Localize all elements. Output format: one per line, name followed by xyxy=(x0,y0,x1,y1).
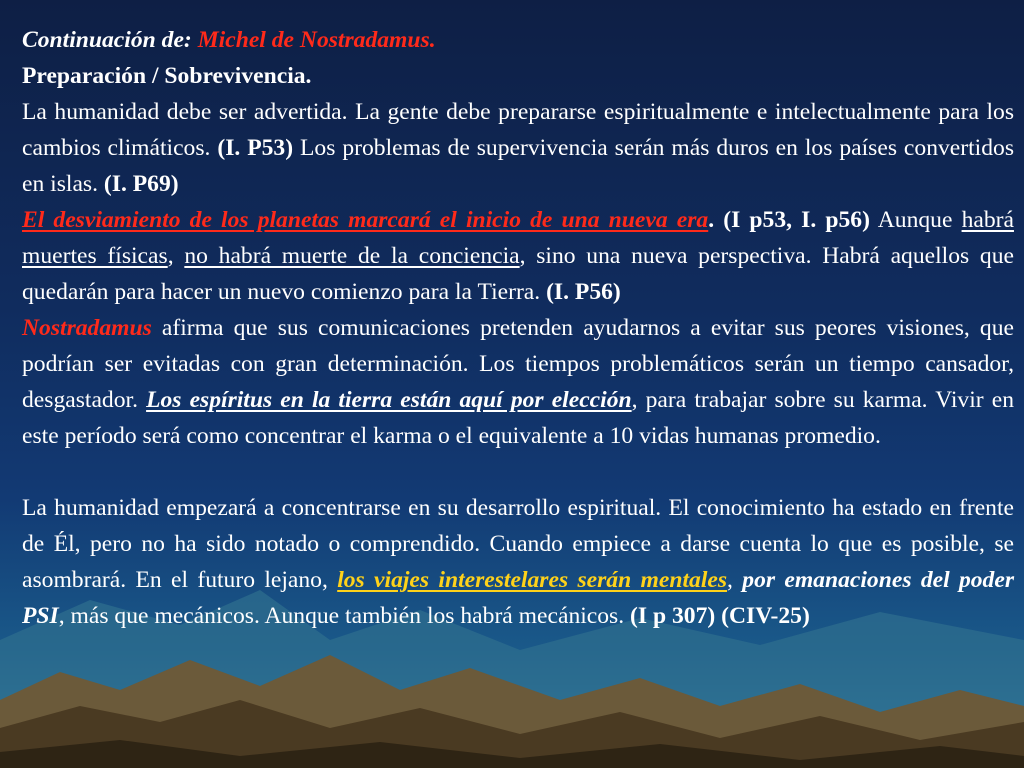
p2-highlight-red: El desviamiento de los planetas marcará el inicio de una nueva era xyxy=(22,207,709,233)
p1-text-2: Los problemas de supervivencia serán más duros en los países convertidos en islas. xyxy=(22,135,1014,197)
heading-label: Continuación de: xyxy=(22,27,192,53)
p2-underline-2: no habrá muerte de la conciencia xyxy=(184,243,520,269)
p3-highlight-underline: Los espíritus en la tierra están aquí por elección xyxy=(146,387,632,413)
p2-text-1: Aunque xyxy=(869,207,962,233)
p4-text-1: La humanidad empezará a concentrarse en su desarrollo espiritual. El conocimiento ha estado en frente de Él, pero no ha sido notado o comprendido. Cuando empiece a darse cuenta lo que es posible, se asombrará. En el futuro lejano, xyxy=(22,495,1014,593)
p2-reference-1: . (I p53, I. p56) xyxy=(708,207,870,233)
p2-reference-2: (I. P56) xyxy=(546,279,621,305)
section-title: Preparación / Sobrevivencia. xyxy=(22,63,312,89)
p4-highlight-yellow: los viajes interestelares serán mentales xyxy=(337,567,728,593)
p2-text-3: , sino una nueva perspectiva. Habrá aquellos que quedarán para hacer un nuevo comienzo para la Tierra. xyxy=(22,243,1014,305)
p4-reference: (I p 307) (CIV-25) xyxy=(630,603,810,629)
p3-text-2: , para trabajar sobre su karma. Vivir en este período será como concentrar el karma o el equivalente a 10 vidas humanas promedio. xyxy=(22,387,1014,449)
p4-text-2: , xyxy=(727,567,743,593)
p4-emphasis: por emanaciones del poder PSI xyxy=(22,567,1014,629)
paragraph-spacer xyxy=(22,454,1014,490)
heading-line xyxy=(22,22,1014,58)
paragraph-2 xyxy=(22,202,1014,310)
paragraph-4 xyxy=(22,490,1014,634)
slide-content xyxy=(22,22,1014,634)
paragraph-1 xyxy=(22,94,1014,202)
p1-text-1: La humanidad debe ser advertida. La gente debe prepararse espiritualmente e intelectualmente para los cambios climáticos. xyxy=(22,99,1014,161)
p3-name-nostradamus: Nostradamus xyxy=(22,315,152,341)
p1-reference-2: (I. P69) xyxy=(103,171,179,197)
heading-subject: Michel de Nostradamus. xyxy=(197,27,436,53)
p2-text-2: , xyxy=(167,243,185,269)
paragraph-3 xyxy=(22,310,1014,454)
p3-text-1: afirma que sus comunicaciones pretenden ayudarnos a evitar sus peores visiones, que podrían ser evitadas con gran determinación. Los tiempos problemáticos serán un tiempo cansador, desgastador. xyxy=(22,315,1014,413)
p1-reference-1: (I. P53) xyxy=(217,135,294,161)
p2-underline-1: habrá muertes físicas xyxy=(22,207,1014,269)
p4-text-3: , más que mecánicos. Aunque también los habrá mecánicos. xyxy=(58,603,631,629)
